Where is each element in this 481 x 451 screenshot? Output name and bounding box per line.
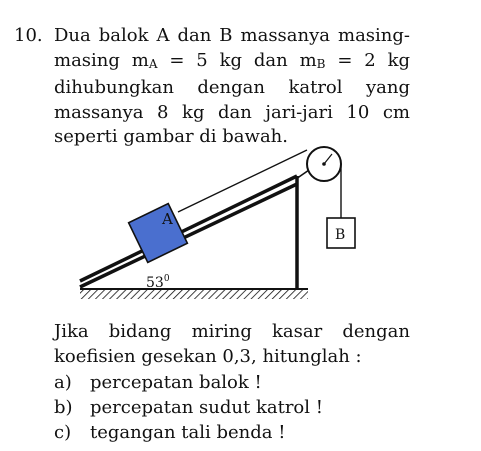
ground-hatch bbox=[80, 289, 308, 299]
equals-1: = bbox=[169, 49, 185, 71]
mass-b-subscript: B bbox=[316, 56, 326, 71]
mass-a-symbol: mA bbox=[131, 49, 158, 71]
mass-a-subscript: A bbox=[148, 56, 158, 71]
word-masing: masing bbox=[54, 49, 120, 71]
question-marker: b) bbox=[54, 397, 73, 418]
statement-line-2 bbox=[54, 49, 410, 77]
statement-line-1: Dua balok A dan B massanya masing- bbox=[54, 25, 410, 46]
incline-surface-upper bbox=[80, 176, 297, 281]
block-b-label: B bbox=[335, 227, 346, 243]
incline-surface-lower bbox=[80, 184, 297, 287]
statement-line-5: seperti gambar di bawah. bbox=[54, 126, 288, 147]
angle-label: $53^0$ bbox=[146, 274, 170, 291]
question-marker: c) bbox=[54, 422, 72, 443]
mass-b-symbol: mB bbox=[299, 49, 326, 71]
block-a-label: A bbox=[162, 210, 173, 228]
mass-b-value: 2 bbox=[364, 49, 376, 71]
statement-line-4: massanya 8 kg dan jari-jari 10 cm bbox=[54, 101, 410, 123]
mass-b-unit: kg bbox=[387, 49, 410, 71]
question-item-a bbox=[54, 370, 323, 395]
question-list bbox=[54, 370, 323, 445]
question-marker: a) bbox=[54, 372, 72, 393]
question-item-b bbox=[54, 395, 323, 420]
question-text: percepatan sudut katrol ! bbox=[90, 397, 323, 418]
problem-statement bbox=[54, 24, 410, 150]
question-text: percepatan balok ! bbox=[90, 372, 262, 393]
question-intro bbox=[54, 320, 410, 369]
question-text: tegangan tali benda ! bbox=[90, 422, 286, 443]
mass-a-unit: kg bbox=[219, 49, 243, 71]
word-dan: dan bbox=[253, 49, 288, 71]
incline-pulley-figure bbox=[70, 140, 370, 310]
problem-number: 10. bbox=[14, 25, 43, 46]
question-line-1: Jika bidang miring kasar dengan bbox=[54, 321, 410, 342]
mass-a-value: 5 bbox=[196, 49, 208, 71]
question-line-2: koefisien gesekan 0,3, hitunglah : bbox=[54, 345, 362, 367]
statement-line-3: dihubungkan dengan katrol yang bbox=[54, 77, 410, 98]
equals-2: = bbox=[337, 49, 353, 71]
question-item-c bbox=[54, 420, 323, 445]
